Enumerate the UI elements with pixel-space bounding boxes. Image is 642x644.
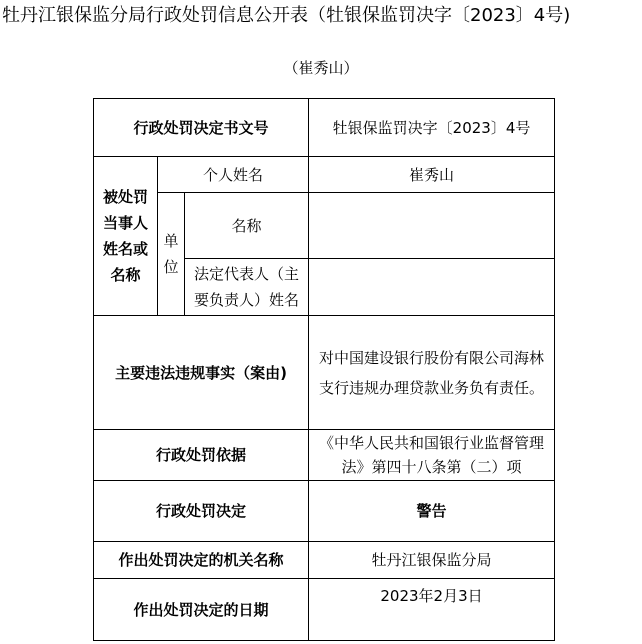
unit-name-value — [309, 193, 555, 259]
decision-no-label: 行政处罚决定书文号 — [94, 99, 309, 157]
authority-value: 牡丹江银保监分局 — [309, 542, 555, 579]
decision-value: 警告 — [309, 481, 555, 542]
legal-rep-label: 法定代表人（主要负责人）姓名 — [185, 259, 309, 316]
unit-label: 单位 — [158, 193, 185, 316]
table-row — [94, 542, 555, 579]
table-row — [94, 579, 555, 641]
table-row — [94, 99, 555, 157]
table-row — [94, 481, 555, 542]
date-label: 作出处罚决定的日期 — [94, 579, 309, 641]
unit-name-label: 名称 — [185, 193, 309, 259]
basis-value: 《中华人民共和国银行业监督管理法》第四十八条第（二）项 — [309, 430, 555, 481]
authority-label: 作出处罚决定的机关名称 — [94, 542, 309, 579]
table-row — [94, 316, 555, 430]
table-row — [94, 430, 555, 481]
individual-name-value: 崔秀山 — [309, 157, 555, 193]
page-title: 牡丹江银保监分局行政处罚信息公开表（牡银保监罚决字〔2023〕4号) — [2, 5, 571, 26]
decision-no-value: 牡银保监罚决字〔2023〕4号 — [309, 99, 555, 157]
violation-label: 主要违法违规事实（案由) — [94, 316, 309, 430]
decision-label: 行政处罚决定 — [94, 481, 309, 542]
legal-rep-value — [309, 259, 555, 316]
date-value: 2023年2月3日 — [309, 579, 555, 641]
penalty-info-table — [93, 98, 555, 641]
table-row — [94, 157, 555, 193]
page-subtitle: （崔秀山） — [283, 59, 359, 77]
violation-value: 对中国建设银行股份有限公司海林支行违规办理贷款业务负有责任。 — [309, 316, 555, 430]
individual-name-label: 个人姓名 — [158, 157, 309, 193]
party-label: 被处罚当事人姓名或名称 — [94, 157, 158, 316]
basis-label: 行政处罚依据 — [94, 430, 309, 481]
table-row — [94, 193, 555, 259]
